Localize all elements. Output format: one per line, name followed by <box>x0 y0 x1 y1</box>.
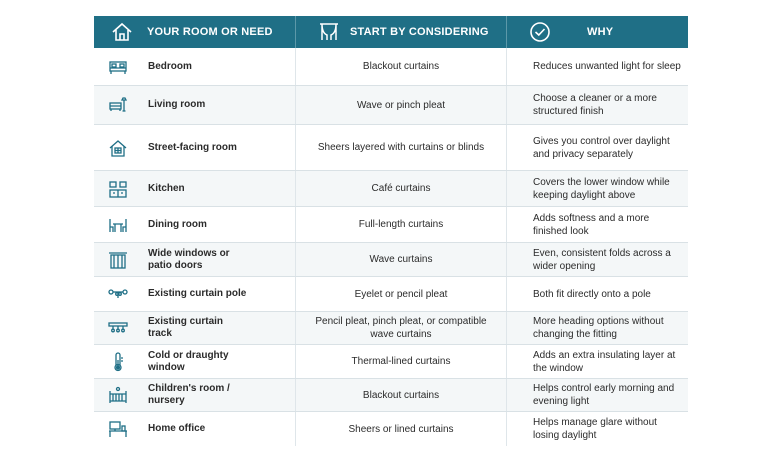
consider-cell: Sheers layered with curtains or blinds <box>295 125 506 170</box>
consider-cell: Café curtains <box>295 171 506 206</box>
consider-cell: Blackout curtains <box>295 379 506 411</box>
room-cell <box>94 207 295 242</box>
room-cell <box>94 48 295 85</box>
why-cell: Choose a cleaner or a more structured finish <box>506 86 688 124</box>
why-cell: Helps control early morning and evening light <box>506 379 688 411</box>
why-cell: Gives you control over daylight and privacy separately <box>506 125 688 170</box>
consider-cell: Full-length curtains <box>295 207 506 242</box>
crib-icon <box>108 385 128 405</box>
thermometer-icon <box>108 352 128 372</box>
table-row <box>94 125 688 171</box>
header-room-label: YOUR ROOM OR NEED <box>147 26 273 38</box>
room-name: Bedroom <box>148 60 192 72</box>
why-cell: Helps manage glare without losing daylight <box>506 412 688 446</box>
room-cell <box>94 86 295 124</box>
room-cell <box>94 277 295 311</box>
header-why-label: WHY <box>587 26 614 38</box>
header-col-room <box>94 16 295 48</box>
house-icon <box>111 21 133 43</box>
patio-door-icon <box>108 250 128 270</box>
consider-cell: Blackout curtains <box>295 48 506 85</box>
header-col-consider <box>295 16 506 48</box>
table-row <box>94 412 688 446</box>
bed-icon <box>108 57 128 77</box>
room-cell <box>94 412 295 446</box>
room-name: Dining room <box>148 218 207 230</box>
table-body <box>94 48 688 446</box>
table-row <box>94 345 688 379</box>
room-name: Existing curtain pole <box>148 288 247 299</box>
table-row <box>94 86 688 125</box>
header-col-why <box>506 16 688 48</box>
table-row <box>94 171 688 207</box>
consider-cell: Thermal-lined curtains <box>295 345 506 378</box>
consider-cell: Pencil pleat, pinch pleat, or compatible wave curtains <box>295 312 506 344</box>
table-row <box>94 312 688 345</box>
dining-icon <box>108 215 128 235</box>
table-row <box>94 48 688 86</box>
room-name: Children's room / nursery <box>148 383 230 406</box>
room-cell <box>94 171 295 206</box>
why-cell: More heading options without changing the fitting <box>506 312 688 344</box>
consider-cell: Wave curtains <box>295 243 506 276</box>
room-name: Kitchen <box>148 182 185 194</box>
why-cell: Adds an extra insulating layer at the window <box>506 345 688 378</box>
table-row <box>94 207 688 243</box>
room-name: Wide windows or patio doors <box>148 247 230 271</box>
room-name: Living room <box>148 99 206 110</box>
why-cell: Reduces unwanted light for sleep <box>506 48 688 85</box>
table-header <box>94 16 688 48</box>
curtain-guide-table <box>94 16 688 446</box>
table-row <box>94 379 688 412</box>
check-circle-icon <box>529 21 551 43</box>
consider-cell: Sheers or lined curtains <box>295 412 506 446</box>
why-cell: Covers the lower window while keeping daylight above <box>506 171 688 206</box>
why-cell: Even, consistent folds across a wider opening <box>506 243 688 276</box>
room-cell <box>94 312 295 344</box>
desk-icon <box>108 419 128 439</box>
room-cell <box>94 345 295 378</box>
room-cell <box>94 125 295 170</box>
room-cell <box>94 243 295 276</box>
table-row <box>94 243 688 277</box>
curtain-icon <box>318 21 340 43</box>
house-icon <box>108 138 128 158</box>
table-row <box>94 277 688 312</box>
room-name: Home office <box>148 423 206 434</box>
kitchen-icon <box>108 179 128 199</box>
curtain-track-icon <box>108 318 128 338</box>
room-cell <box>94 379 295 411</box>
sofa-lamp-icon <box>108 95 128 115</box>
why-cell: Adds softness and a more finished look <box>506 207 688 242</box>
curtain-pole-icon <box>108 284 128 304</box>
room-name: Existing curtain track <box>148 316 224 339</box>
room-name: Street-facing room <box>148 141 237 153</box>
consider-cell: Wave or pinch pleat <box>295 86 506 124</box>
header-consider-label: START BY CONSIDERING <box>350 26 489 38</box>
why-cell: Both fit directly onto a pole <box>506 277 688 311</box>
room-name: Cold or draughty window <box>148 349 229 373</box>
consider-cell: Eyelet or pencil pleat <box>295 277 506 311</box>
